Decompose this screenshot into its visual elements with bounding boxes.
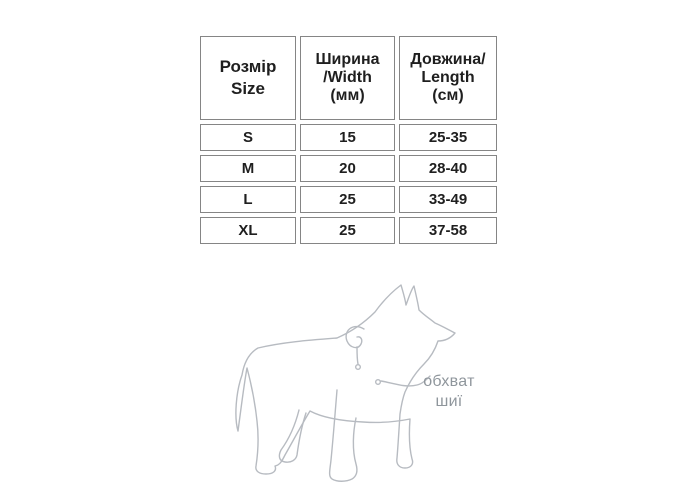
header-line: (мм) [330,87,365,104]
table-cell-size-s: S [200,124,296,151]
table-header-length [399,36,497,120]
header-line: Size [230,79,266,98]
size-table [200,36,497,244]
table-cell-width-m: 20 [300,155,395,182]
table-cell-length-m: 28-40 [399,155,497,182]
table-cell-width-s: 15 [300,124,395,151]
measure-ring-icon [356,365,361,370]
neck-circumference-label [397,372,501,412]
table-cell-size-xl: XL [200,217,296,244]
neck-measure-hang-line [357,347,358,364]
header-line: Length [421,69,475,86]
table-cell-length-l: 33-49 [399,186,497,213]
table-cell-length-xl: 37-58 [399,217,497,244]
header-line: /Width [323,69,372,86]
table-header-size [200,36,296,120]
dog-near-front-leg [330,390,357,481]
neck-measure-loop [346,327,364,348]
table-header-width [300,36,395,120]
header-line: Ширина [315,51,380,68]
header-line: (см) [432,87,464,104]
header-line: Довжина/ [410,51,486,68]
dog-far-hind-leg [279,410,306,462]
header-line: Розмір [219,57,277,76]
neck-label-line1: обхват [423,373,475,390]
table-cell-width-l: 25 [300,186,395,213]
neck-label-line2: шиї [435,393,463,410]
table-cell-size-m: M [200,155,296,182]
table-cell-size-l: L [200,186,296,213]
table-cell-length-s: 25-35 [399,124,497,151]
measure-ring-icon [376,380,381,385]
table-cell-width-xl: 25 [300,217,395,244]
